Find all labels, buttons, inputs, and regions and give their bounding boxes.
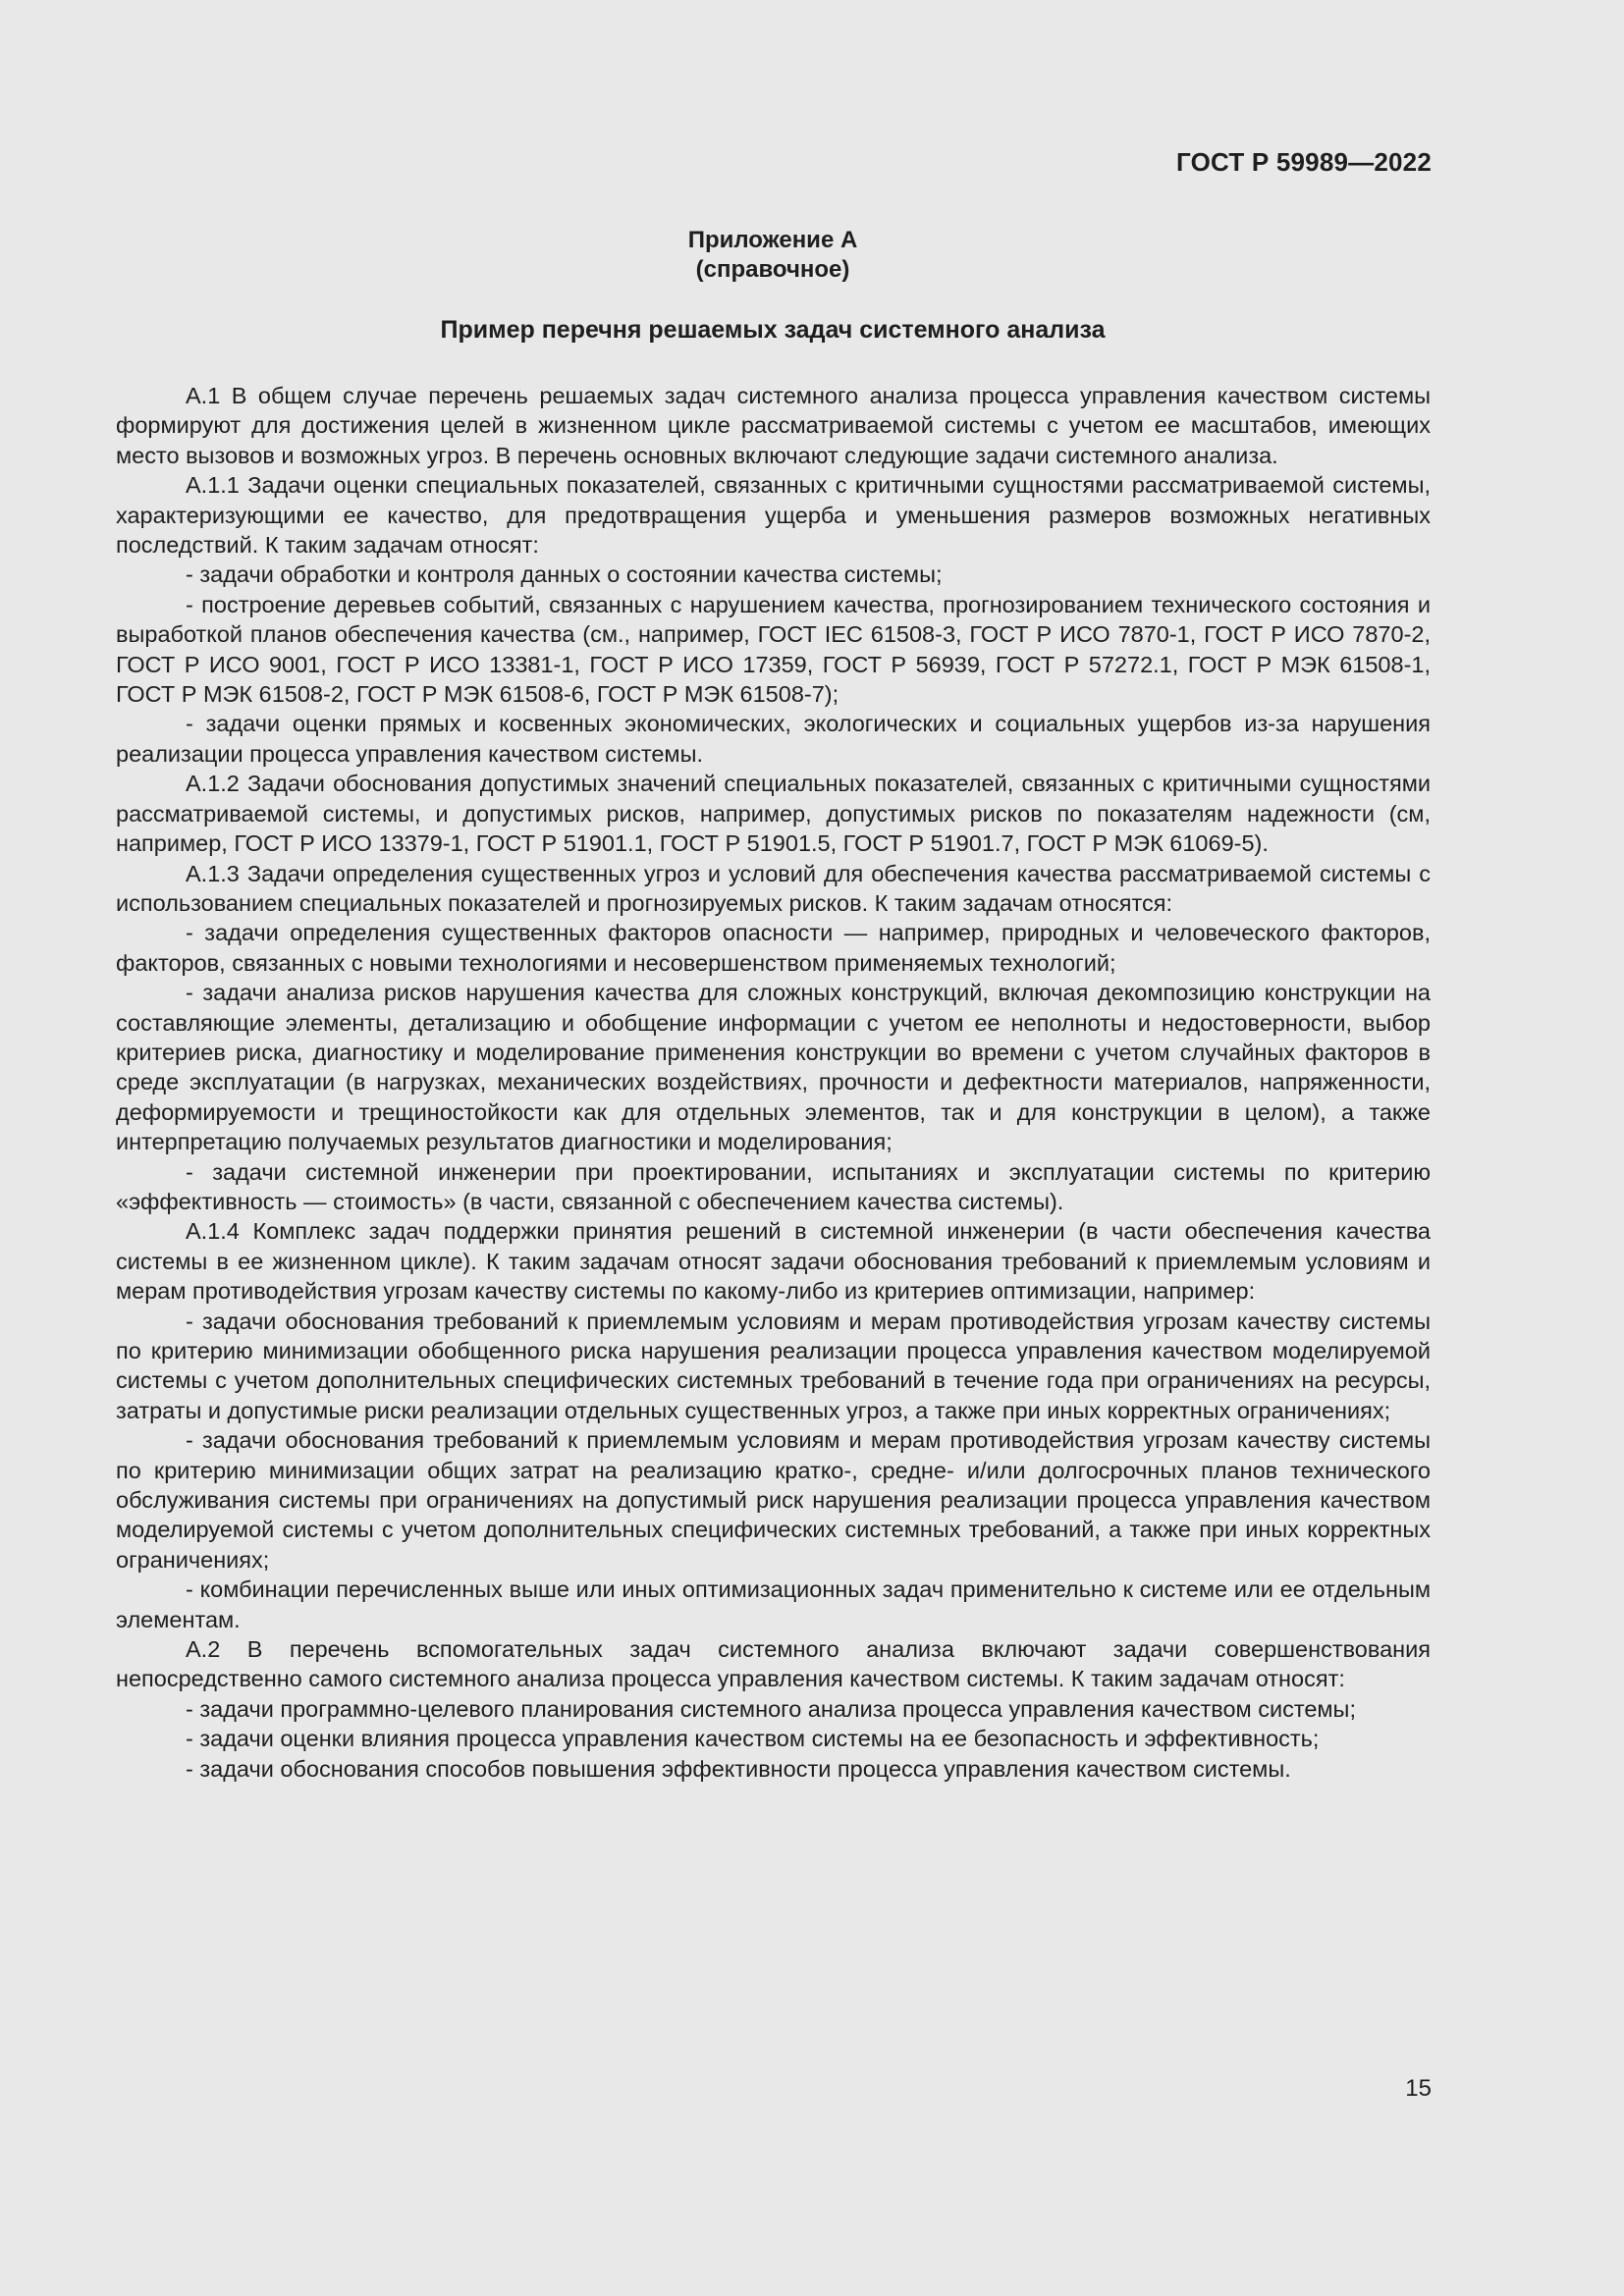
document-code: ГОСТ Р 59989—2022: [1176, 147, 1432, 177]
appendix-label: Приложение А: [687, 227, 858, 253]
list-item: - задачи системной инженерии при проектировании, испытаниях и эксплуатации системы по критерию «эффективность — стоимость» (в части, связанной с обеспечением качества системы).: [116, 1158, 1431, 1214]
list-item: - задачи оценки влияния процесса управления качеством системы на ее безопасность и эффективность;: [186, 1726, 1320, 1752]
list-item: - задачи программно-целевого планирования системного анализа процесса управления качеством системы;: [186, 1695, 1356, 1722]
list-item: - комбинации перечисленных выше или иных оптимизационных задач применительно к системе или ее отдельным элементам.: [116, 1576, 1431, 1632]
paragraph-a1-3: А.1.3 Задачи определения существенных угроз и условий для обеспечения качества рассматриваемой системы с использованием специальных показателей и прогнозируемых рисков. К таким задачам относятся:: [116, 860, 1431, 916]
paragraph-a2: А.2 В перечень вспомогательных задач системного анализа включают задачи совершенствования непосредственно самого системного анализа процесса управления качеством системы. К таким задачам относят:: [116, 1636, 1431, 1692]
page-number: 15: [1405, 2075, 1432, 2102]
appendix-title: Пример перечня решаемых задач системного анализа: [440, 316, 1106, 344]
list-item: - задачи оценки прямых и косвенных экономических, экологических и социальных ущербов из-за нарушения реализации процесса управления качеством системы.: [116, 711, 1431, 767]
list-item: - задачи обоснования способов повышения эффективности процесса управления качеством системы.: [186, 1755, 1291, 1782]
list-item: - задачи определения существенных факторов опасности — например, природных и человеческого факторов, факторов, связанных с новыми технологиями и несовершенством применяемых технологий;: [116, 920, 1431, 976]
body-text: [116, 381, 1431, 1784]
list-item: - задачи обработки и контроля данных о состоянии качества системы;: [186, 561, 943, 588]
paragraph-a1: А.1 В общем случае перечень решаемых задач системного анализа процесса управления качеством системы формируют для достижения целей в жизненном цикле рассматриваемой системы с учетом ее масштабов, имеющих место вызовов и возможных угроз. В перечень основных включают следующие задачи системного анализа.: [116, 383, 1431, 468]
list-item: - задачи обоснования требований к приемлемым условиям и мерам противодействия угрозам качеству системы по критерию минимизации обобщенного риска нарушения реализации процесса управления качеством моделируемой системы с учетом дополнительных специфических системных требований в течение года при ограничениях на ресурсы, затраты и допустимые риски реализации отдельных существенных угроз, а также при иных корректных ограничениях;: [116, 1308, 1431, 1423]
list-item: - задачи обоснования требований к приемлемым условиям и мерам противодействия угрозам качеству системы по критерию минимизации общих затрат на реализацию кратко-, средне- и/или долгосрочных планов технического обслуживания системы при ограничениях на допустимый риск нарушения реализации процесса управления качеством моделируемой системы с учетом дополнительных специфических системных требований, а также при иных корректных ограничениях;: [116, 1427, 1431, 1573]
list-item: - задачи анализа рисков нарушения качества для сложных конструкций, включая декомпозицию конструкции на составляющие элементы, детализацию и обобщение информации с учетом ее неполноты и недостоверности, выбор критериев риска, диагностику и моделирование применения конструкции во времени с учетом случайных факторов в среде эксплуатации (в нагрузках, механических воздействиях, прочности и дефектности материалов, напряженности, деформируемости и трещиностойкости как для отдельных элементов, так и для конструкции в целом), а также интерпретацию получаемых результатов диагностики и моделирования;: [116, 980, 1431, 1155]
paragraph-a1-2: А.1.2 Задачи обоснования допустимых значений специальных показателей, связанных с критичными сущностями рассматриваемой системы, и допустимых рисков, например, допустимых рисков по показателям надежности (см, например, ГОСТ Р ИСО 13379-1, ГОСТ Р 51901.1, ГОСТ Р 51901.5, ГОСТ Р 51901.7, ГОСТ Р МЭК 61069-5).: [116, 771, 1431, 857]
paragraph-a1-4: А.1.4 Комплекс задач поддержки принятия решений в системной инженерии (в части обеспечения качества системы в ее жизненном цикле). К таким задачам относят задачи обоснования требований к приемлемым условиям и мерам противодействия угрозам качеству системы по какому-либо из критериев оптимизации, например:: [116, 1218, 1431, 1305]
paragraph-a1-1: А.1.1 Задачи оценки специальных показателей, связанных с критичными сущностями рассматриваемой системы, характеризующими ее качество, для предотвращения ущерба и уменьшения размеров возможных негативных последствий. К таким задачам относят:: [116, 472, 1431, 559]
appendix-heading: [0, 226, 1545, 285]
appendix-status: (справочное): [695, 256, 850, 283]
list-item: - построение деревьев событий, связанных с нарушением качества, прогнозированием технического состояния и выработкой планов обеспечения качества (см., например, ГОСТ IEC 61508-3, ГОСТ Р ИСО 7870-1, ГОСТ Р ИСО 7870-2, ГОСТ Р ИСО 9001, ГОСТ Р ИСО 13381-1, ГОСТ Р ИСО 17359, ГОСТ Р 56939, ГОСТ Р 57272.1, ГОСТ Р МЭК 61508-1, ГОСТ Р МЭК 61508-2, ГОСТ Р МЭК 61508-6, ГОСТ Р МЭК 61508-7);: [116, 591, 1431, 708]
